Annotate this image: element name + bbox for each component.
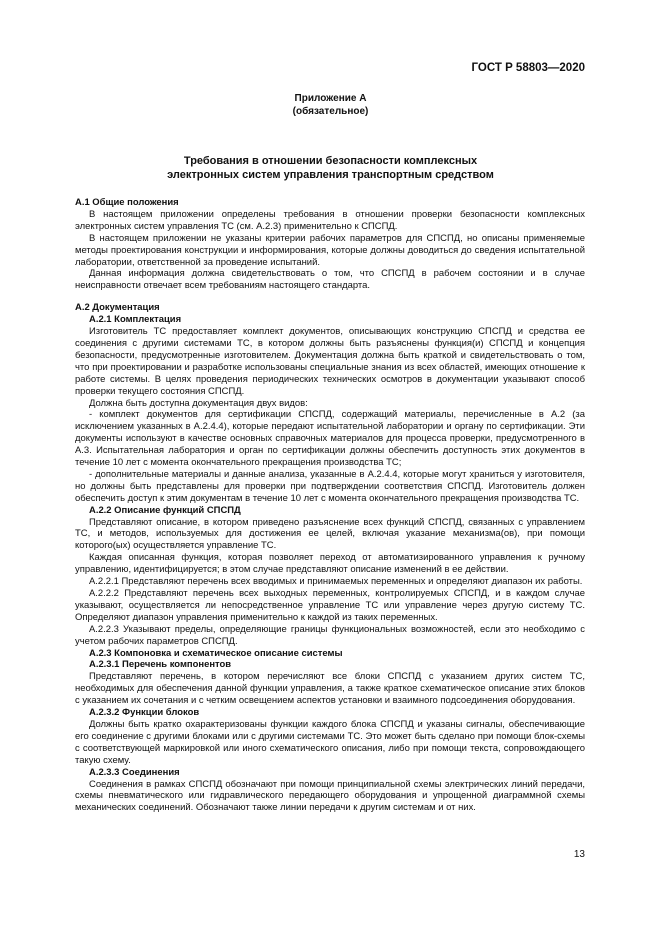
section-a2-heading: А.2 Документация [75,302,160,314]
section-a22-paragraph-2: Каждая описанная функция, которая позволяет переход от автоматизированного управления к ручному управлению, идентифицируется; в этом случае представляют описание изменений в ее действии. [75,552,585,576]
section-a231-paragraph: Представляют перечень, в котором перечисляют все блоки СПСПД с указанием других систем ТС, необходимых для обеспечения данной функции управления, а также краткое схематическое описание этих блоков с указанием их сочетания и с четким освещением аспектов установки и взаимного подсоединения оборудования. [75,671,585,707]
section-a232-paragraph: Должны быть кратко охарактеризованы функции каждого блока СПСПД и указаны сигналы, обеспечивающие его соединение с другими блоками или с другими системами ТС. Это может быть сделано при помощи блок-схемы с соответствующей маркировкой или иного схематического описания, либо при помощи текста, сопровождающего такую схему. [75,718,585,766]
document-title-line-2: электронных систем управления транспортным средством [167,169,494,181]
section-a22-paragraph-1: Представляют описание, в котором приведено разъяснение всех функций СПСПД, связанных с управлением ТС, и методов, используемых для достижения ее целей, включая указание механизма(ов), при помощи которого(ых) осуществляется управление ТС. [75,516,585,552]
annex-heading [0,93,661,118]
section-a233-heading: А.2.3.3 Соединения [89,766,180,778]
section-a1-heading: А.1 Общие положения [75,197,179,208]
section-a1-paragraph-2: В настоящем приложении не указаны критерии рабочих параметров для СПСПД, но описаны применяемые методы проектирования конструкции и информирования, которые должны доводиться до сведения испытательной лаборатории, ответственной за проведение испытаний. [75,232,585,268]
standard-number: ГОСТ Р 58803—2020 [471,62,585,74]
section-a21-heading: А.2.1 Комплектация [89,314,182,326]
section-a232-heading: А.2.3.2 Функции блоков [89,707,200,719]
page-number: 13 [573,849,585,860]
section-a22-heading: А.2.2 Описание функций СПСПД [89,504,241,516]
annex-status: (обязательное) [292,105,369,117]
section-a233-paragraph: Соединения в рамках СПСПД обозначают при помощи принципиальной схемы электрических линий передачи, схемы пневматического или гидравлического передающего оборудования и упрощенной диаграммной схемы механических соединений. Обозначают также линии передачи к другим системам и от них. [75,778,585,814]
section-a1-paragraph-1: В настоящем приложении определены требования в отношении проверки безопасности комплексных электронных систем управления ТС (см. А.2.3) применительно к СПСПД. [75,208,585,232]
section-a23-heading: А.2.3 Компоновка и схематическое описание системы [89,647,343,659]
section-a1-paragraph-3: Данная информация должна свидетельствовать о том, что СПСПД в рабочем состоянии и в случае неисправности отвечает всем требованиям настоящего стандарта. [75,268,585,292]
section-a222-paragraph: А.2.2.2 Представляют перечень всех выходных переменных, контролируемых СПСПД, и в каждом случае указывают, осуществляется ли непосредственное управление ТС или управление через другую систему ТС. Определяют диапазон управления применительно к каждой из таких переменных. [75,588,585,623]
annex-title: Приложение А [294,93,367,104]
section-a21-list-item-1: - комплект документов для сертификации СПСПД, содержащий материалы, перечисленные в А.2 (за исключением указанных в А.2.4.4), которые передают испытательной лаборатории и органу по сертификации. Эти документы используют в качестве основных справочных материалов для процесса проверки, предусмотренного в А.3. Испытательная лаборатория и орган по сертификации должны обеспечить доступность этих документов в течение 10 лет с момента окончательного прекращения производства ТС; [75,409,585,469]
section-a21-paragraph-1: Изготовитель ТС предоставляет комплект документов, описывающих конструкцию СПСПД и средства ее соединения с другими системами ТС, в котором должны быть разъяснены функция(и) СПСПД и концепция безопасности, предусмотренные изготовителем. Документация должна быть краткой и свидетельствовать о том, что при проектировании и разработке использованы специальные знания из всех областей, имеющих отношение к работе системы. В целях проведения периодических технических осмотров в документации указывают способ проверки текущего состояния СПСПД. [75,326,585,397]
document-title [0,154,661,182]
section-a231-heading: А.2.3.1 Перечень компонентов [89,659,232,671]
document-body [75,197,585,814]
document-title-line-1: Требования в отношении безопасности комплексных [183,155,478,167]
section-a221-paragraph: А.2.2.1 Представляют перечень всех вводимых и принимаемых переменных и определяют диапазон их работы. [89,576,583,588]
section-a21-list-item-2: - дополнительные материалы и данные анализа, указанные в А.2.4.4, которые могут храниться у изготовителя, но должны быть представлены для проверки при подтверждении соответствия СПСПД. Изготовитель должен обеспечить доступ к этим документам в течение 10 лет с момента окончательного прекращения производства ТС. [75,468,585,504]
section-a223-paragraph: А.2.2.3 Указывают пределы, определяющие границы функциональных возможностей, если это необходимо с учетом рабочих параметров СПСПД. [75,623,585,647]
section-a21-paragraph-2: Должна быть доступна документация двух видов: [89,397,308,409]
